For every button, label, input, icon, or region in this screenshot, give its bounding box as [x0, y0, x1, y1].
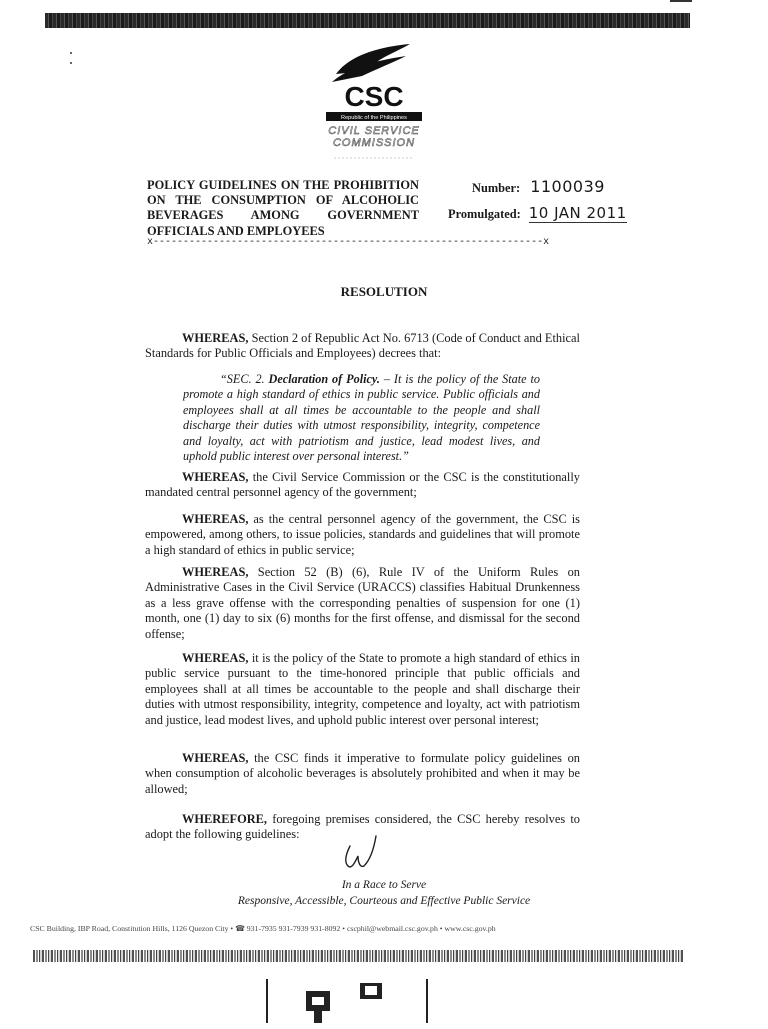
title-line: ON THE CONSUMPTION OF ALCOHOLIC — [147, 193, 419, 208]
whereas-paragraph — [145, 751, 580, 797]
wherefore-lead: WHEREFORE, — [182, 812, 268, 826]
whereas-text: Section 2 of Republic Act No. 6713 (Code of Conduct and Ethical Standards for Public Officials and Employees) decrees that: — [145, 331, 580, 361]
footer-address: CSC Building, IBP Road, Constitution Hills, 1126 Quezon City • ☎ 931-7935 931-7939 931-8092 • cscphil@webmail.csc.gov.ph • www.csc.gov.ph — [30, 924, 496, 933]
whereas-paragraph — [145, 331, 580, 362]
whereas-lead: WHEREAS, — [182, 751, 249, 765]
whereas-paragraph — [145, 512, 580, 558]
whereas-text: as the central personnel agency of the government, the CSC is empowered, among others, to issue policies, standards and guidelines that will promote a high standard of ethics in public service; — [145, 512, 580, 557]
csc-logo — [318, 42, 430, 164]
whereas-lead: WHEREAS, — [182, 512, 249, 526]
whereas-lead: WHEREAS, — [182, 651, 249, 665]
promulgated-date — [448, 204, 627, 223]
whereas-lead: WHEREAS, — [182, 565, 249, 579]
quote-bold: Declaration of Policy. — [268, 372, 380, 386]
document-title — [147, 178, 419, 239]
logo-wordmark: CSC — [344, 81, 404, 112]
whereas-lead: WHEREAS, — [182, 331, 249, 345]
whereas-text: Section 52 (B) (6), Rule IV of the Uniform Rules on Administrative Cases in the Civil Service (URACCS) classifies Habitual Drunkenness as a less grave offense with the corresponding penalties of suspension for one (1) month, one (1) day to six (6) months for the first offense, and dismissal for the second offense; — [145, 565, 580, 641]
scan-top-mark — [670, 0, 692, 2]
quote-open: “SEC. 2. — [220, 372, 269, 386]
whereas-lead: WHEREAS, — [182, 470, 249, 484]
title-line: POLICY GUIDELINES ON THE PROHIBITION — [147, 178, 419, 192]
promulgated-label: Promulgated: — [448, 207, 521, 221]
scan-speck — [70, 62, 72, 64]
logo-name-line2: COMMISSION — [332, 137, 416, 149]
whereas-paragraph — [145, 565, 580, 642]
initials-signature — [340, 830, 380, 874]
motto-line2: Responsive, Accessible, Courteous and Effective Public Service — [237, 895, 531, 907]
whereas-text: it is the policy of the State to promote a high standard of ethics in public service pursuant to the time-honored principle that public officials and employees shall at all times be accountable to the people and shall discharge their duties with utmost responsibility, integrity, competence and loyalty, act with patriotism and justice, lead modest lives, and uphold public interest over personal interest; — [145, 651, 580, 727]
logo-name-line1: CIVIL SERVICE — [328, 125, 420, 137]
number-value: 1100039 — [530, 177, 605, 196]
title-line: OFFICIALS AND EMPLOYEES — [147, 223, 325, 238]
scan-bottom-marks — [258, 975, 438, 1024]
resolution-number — [472, 177, 605, 197]
wherefore-text: foregoing premises considered, the CSC hereby resolves to adopt the following guidelines: — [145, 812, 580, 842]
whereas-paragraph — [145, 470, 580, 501]
title-separator: x-----------------------------------------------------------------x — [147, 237, 550, 248]
whereas-text: the Civil Service Commission or the CSC is the constitutionally mandated central personnel agency of the government; — [145, 470, 580, 500]
scan-top-bar — [45, 13, 690, 28]
scan-speck — [70, 52, 72, 54]
whereas-text: the CSC finds it imperative to formulate policy guidelines on when consumption of alcoholic beverages is absolutely prohibited and when it may be allowed; — [145, 751, 580, 796]
resolution-heading: RESOLUTION — [340, 284, 428, 299]
whereas-paragraph — [145, 651, 580, 728]
motto-line1: In a Race to Serve — [341, 879, 427, 891]
scan-bottom-noise — [33, 950, 683, 962]
section-quote — [183, 372, 540, 464]
number-label: Number: — [472, 181, 521, 195]
promulgated-value: 10 JAN 2011 — [528, 204, 627, 222]
title-line: BEVERAGES AMONG GOVERNMENT — [147, 208, 419, 223]
logo-banner: Republic of the Philippines — [341, 115, 407, 121]
quote-text: – It is the policy of the State to promote a high standard of ethics in public service. Public officials and employees shall at all times be accountable to the people and shall discharge their duties with utmost responsibility, integrity, competence and loyalty, act with patriotism and justice, lead modest lives, and uphold public interest over personal interest.” — [183, 372, 540, 464]
